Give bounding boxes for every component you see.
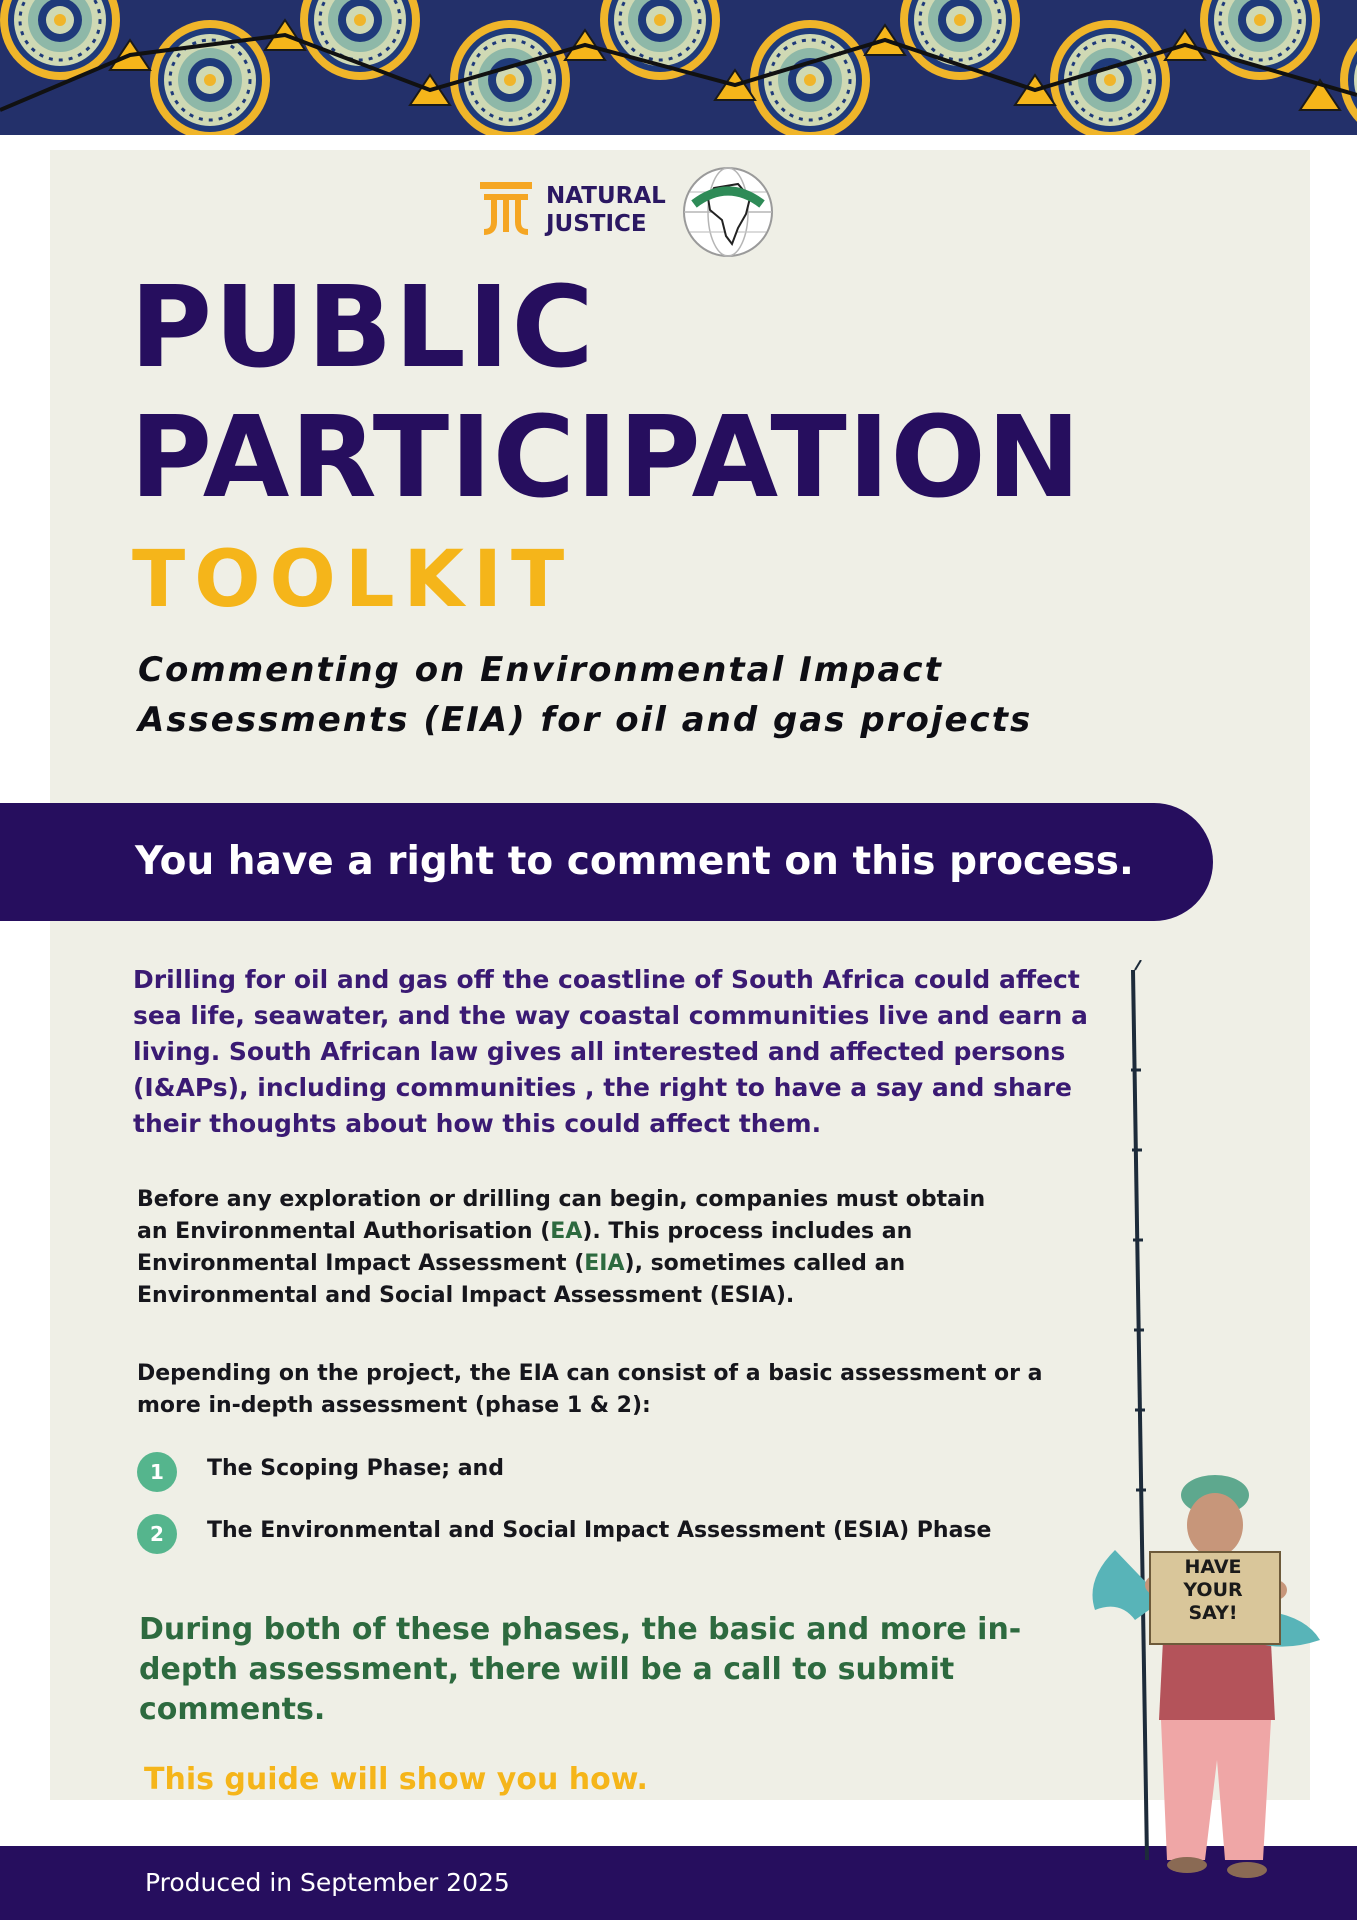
sign-line: YOUR (1183, 1579, 1243, 1601)
step-number-badge: 2 (137, 1514, 177, 1554)
text-segment: an Environmental Authorisation ( (137, 1219, 551, 1244)
subtitle-line1: Commenting on Environmental Impact (138, 650, 943, 690)
paragraph-line (137, 1216, 1077, 1248)
natural-justice-line1: NATURAL (546, 183, 666, 209)
guide-tagline: This guide will show you how. (144, 1762, 648, 1797)
text-segment: ), sometimes called an (624, 1251, 906, 1276)
intro-line: (I&APs), including communities , the right to have a say and share (133, 1073, 1072, 1102)
callout-line: During both of these phases, the basic and more in- (139, 1612, 1022, 1647)
subtitle-line2: Assessments (EIA) for oil and gas projects (138, 700, 1033, 740)
step-text: The Scoping Phase; and (207, 1456, 504, 1481)
abbr-eia: EIA (584, 1251, 625, 1276)
comment-callout (139, 1610, 1039, 1730)
decorative-pattern-band (0, 0, 1357, 135)
callout-line: depth assessment, there will be a call to submit (139, 1652, 955, 1687)
title-toolkit: TOOLKIT (132, 535, 574, 625)
abbr-ea: EA (550, 1219, 583, 1244)
intro-paragraph (133, 962, 1088, 1142)
rights-banner-text: You have a right to comment on this process. (135, 839, 1134, 884)
green-connection-globe-icon (680, 164, 776, 260)
assessment-paragraph (137, 1358, 1077, 1422)
step-number-badge: 1 (137, 1452, 177, 1492)
step-text: The Environmental and Social Impact Assessment (ESIA) Phase (207, 1518, 992, 1543)
intro-line: sea life, seawater, and the way coastal communities live and earn a (133, 1001, 1088, 1030)
sign-line: SAY! (1188, 1602, 1238, 1624)
rights-banner (0, 803, 1213, 921)
authorisation-paragraph (137, 1184, 1077, 1312)
paragraph-line: more in-depth assessment (phase 1 & 2): (137, 1393, 651, 1418)
intro-line: living. South African law gives all interested and affected persons (133, 1037, 1066, 1066)
phase-list-item (137, 1514, 1097, 1554)
paragraph-line: Depending on the project, the EIA can consist of a basic assessment or a (137, 1361, 1043, 1386)
paragraph-line: Before any exploration or drilling can begin, companies must obtain (137, 1187, 986, 1212)
have-your-say-sign (1152, 1556, 1274, 1625)
callout-line: comments. (139, 1692, 326, 1727)
paragraph-line: Environmental and Social Impact Assessment (ESIA). (137, 1283, 795, 1308)
text-segment: Environmental Impact Assessment ( (137, 1251, 585, 1276)
title-participation: PARTICIPATION (130, 393, 1082, 523)
natural-justice-logo-icon (480, 182, 532, 236)
african-print-pattern-icon (0, 0, 1357, 135)
phase-list-item (137, 1452, 1097, 1492)
text-segment: ). This process includes an (582, 1219, 913, 1244)
production-date: Produced in September 2025 (145, 1868, 510, 1897)
natural-justice-wordmark (546, 182, 696, 238)
person-with-sign-illustration-icon (1075, 960, 1325, 1910)
partner-logos (480, 160, 780, 260)
title-public: PUBLIC (130, 263, 596, 393)
natural-justice-line2: JUSTICE (546, 211, 647, 237)
sign-line: HAVE (1184, 1556, 1242, 1578)
intro-line: Drilling for oil and gas off the coastline of South Africa could affect (133, 965, 1080, 994)
intro-line: their thoughts about how this could affect them. (133, 1109, 822, 1138)
subtitle (138, 645, 1078, 745)
paragraph-line (137, 1248, 1077, 1280)
